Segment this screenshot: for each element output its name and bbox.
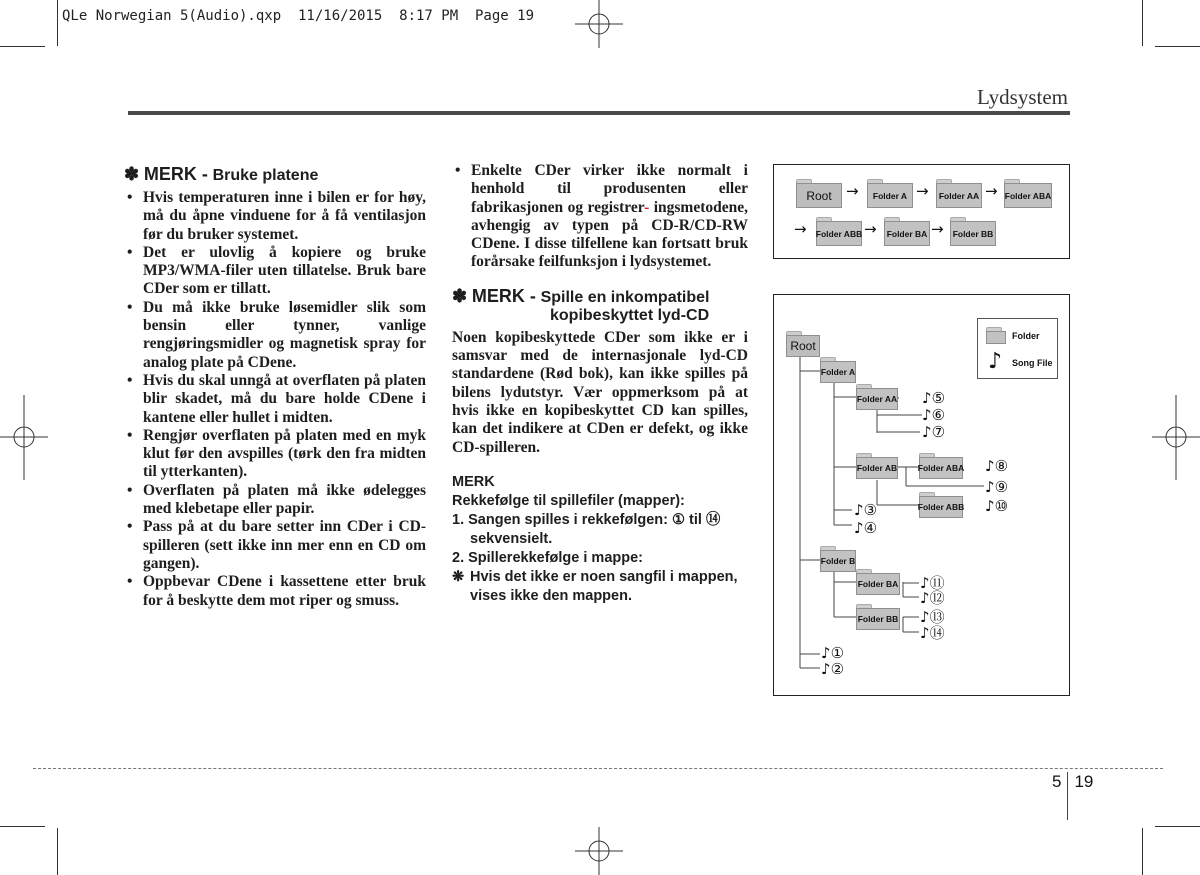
folder-a: [867, 179, 913, 208]
list-item: • Pass på at du bare setter inn CDer i CD-spilleren (sett ikke inn mer enn en CD om gangen).: [124, 518, 426, 573]
hyphen: -: [644, 198, 650, 216]
list-item: • Hvis temperaturen inne i bilen er for høy, må du åpne vinduene for å få ventilasjon før du bruker systemet.: [124, 189, 426, 244]
root-folder: [796, 179, 842, 208]
song-file-8: ♪⑧: [985, 457, 1009, 475]
chapter-number: 5: [1052, 772, 1062, 791]
folder-aa: [856, 384, 898, 410]
list-item: • Overflaten på platen må ikke ødelegges med klebetape eller papir.: [124, 482, 426, 519]
folder-icon: [986, 327, 1006, 344]
folder-label: Folder BB: [950, 221, 996, 246]
folder-aba: [919, 453, 963, 479]
order-item-3: [452, 568, 748, 606]
bullet-text: ingsmetodene, avhengig av typen på CD-R/CD-RW CDene. I disse tilfellene kan fortsatt bruk forårsake feilfunksjon i lydsystemet.: [471, 198, 748, 271]
folder-bb: [856, 604, 900, 630]
folder-abb: [919, 492, 963, 518]
folder-label: Folder ABA: [1004, 183, 1052, 208]
song-file-12: ♪⑫: [920, 589, 945, 607]
folder-label: Folder BB: [856, 608, 900, 630]
song-file-13: ♪⑬: [920, 608, 945, 626]
folder-label: Root: [796, 183, 842, 208]
note-subtitle-2: kopibeskyttet lyd-CD: [550, 306, 710, 324]
folder-bb: [950, 217, 996, 246]
legend-folder-label: Folder: [1012, 331, 1040, 341]
folder-abb: [816, 217, 862, 246]
arrow-icon: →: [931, 220, 944, 238]
note-paragraph: Noen kopibeskyttede CDer som ikke er i samsvar med de internasjonale lyd-CD standardene (Rød bok), kan ikke spilles på bilens lydutstyr. Vær oppmerksom på at hvis ikke en kopibeskyttet CD kan spilles, kan det indikere at CDen er defekt, og ikke CD-spilleren.: [452, 328, 748, 456]
list-item: • Hvis du skal unngå at overflaten på platen blir skadet, må du bare holde CDene i kantene eller hullet i midten.: [124, 372, 426, 427]
footer-rule: [33, 768, 1163, 769]
print-slug: QLe Norwegian 5(Audio).qxp 11/16/2015 8:17 PM Page 19: [62, 8, 535, 24]
song-file-6: ♪⑥: [922, 406, 946, 424]
arrow-icon: →: [916, 182, 929, 200]
order-list: [452, 511, 748, 606]
folder-label: Folder BA: [856, 573, 900, 595]
header-rule: [128, 111, 1070, 115]
note-star-icon: ✽: [452, 285, 468, 306]
folder-label: Folder ABB: [816, 221, 862, 246]
folder-ba: [856, 569, 900, 595]
note-subtitle: Bruke platene: [212, 167, 319, 184]
folder-label: Folder A: [867, 183, 913, 208]
folder-aa: [936, 179, 982, 208]
folder-b: [820, 546, 856, 572]
order-heading: Rekkefølge til spillefiler (mapper):: [452, 492, 685, 509]
folder-label: Folder BA: [884, 221, 930, 246]
folder-aba: [1004, 179, 1052, 208]
folder-ba: [884, 217, 930, 246]
list-item: • Det er ulovlig å kopiere og bruke MP3/WMA-filer uten tillatelse. Bruk bare CDer som er tillatt.: [124, 244, 426, 299]
note-heading: [124, 164, 426, 185]
list-item: [452, 162, 748, 272]
bullet-list: [124, 189, 426, 610]
arrow-icon: →: [846, 182, 859, 200]
song-file-3: ♪③: [854, 501, 878, 519]
arrow-icon: →: [985, 182, 998, 200]
song-file-9: ♪⑨: [985, 478, 1009, 496]
music-note-icon: ♪: [988, 349, 1003, 374]
column-middle: [452, 162, 748, 606]
list-item: • Du må ikke bruke løsemidler slik som bensin eller tynner, vanlige rengjøringsmidler og magnetisk spray for analog plate på CDene.: [124, 299, 426, 372]
root-folder: [786, 331, 820, 357]
folder-body: [986, 331, 1006, 344]
song-file-1: ♪①: [821, 644, 845, 662]
asterisk-icon: ❋: [452, 568, 465, 585]
note-star-icon: ✽: [124, 164, 140, 184]
note-heading-2: [452, 286, 748, 325]
song-file-5: ♪⑤: [922, 389, 946, 407]
song-file-11: ♪⑪: [920, 574, 945, 592]
list-item: • Rengjør overflaten på platen med en myk klut før den avspilles (tørk den fra midten til ytterkanten).: [124, 427, 426, 482]
folder-label: Folder AB: [856, 457, 898, 479]
song-file-4: ♪④: [854, 519, 878, 537]
folder-label: Folder ABB: [919, 496, 963, 518]
order-item-1: 1. Sangen spilles i rekkefølgen: ① til ⑭ sekvensielt.: [452, 511, 721, 547]
arrow-icon: →: [794, 220, 807, 238]
order-item-2: 2. Spillerekkefølge i mappe:: [452, 549, 643, 566]
song-file-10: ♪⑩: [985, 497, 1009, 515]
arrow-icon: →: [864, 220, 877, 238]
page-number-value: 19: [1074, 772, 1094, 791]
bullet-text: Enkelte CDer virker ikke normalt i henhold til produsenten eller fabrikasjonen og registrer: [471, 162, 748, 216]
section-title: Lydsystem: [976, 85, 1068, 109]
column-left: [124, 162, 426, 610]
folder-label: Folder B: [820, 550, 856, 572]
folder-label: Root: [786, 335, 820, 357]
list-item: • Oppbevar CDene i kassettene etter bruk for å beskytte dem mot riper og smuss.: [124, 573, 426, 610]
note-label: MERK -: [471, 285, 536, 306]
song-file-14: ♪⑭: [920, 624, 945, 642]
folder-label: Folder AA: [856, 388, 898, 410]
folder-label: Folder AA: [936, 183, 982, 208]
note-label: MERK -: [143, 164, 208, 184]
legend-box: [977, 318, 1058, 379]
page-number: [1052, 772, 1093, 820]
folder-label: Folder A: [820, 361, 856, 383]
bullet-list: [452, 162, 748, 272]
song-file-7: ♪⑦: [922, 423, 946, 441]
play-order-diagram: [773, 164, 1070, 259]
page-number-divider: [1067, 772, 1068, 820]
folder-label: Folder ABA: [919, 457, 963, 479]
folder-a: [820, 357, 856, 383]
order-item-3-text: Hvis det ikke er noen sangfil i mappen, vises ikke den mappen.: [470, 568, 738, 604]
legend-song-label: Song File: [1012, 358, 1053, 368]
note-subtitle: Spille en inkompatibel: [540, 288, 710, 306]
folder-ab: [856, 453, 898, 479]
song-file-2: ♪②: [821, 660, 845, 678]
merk-label: MERK: [452, 473, 495, 490]
